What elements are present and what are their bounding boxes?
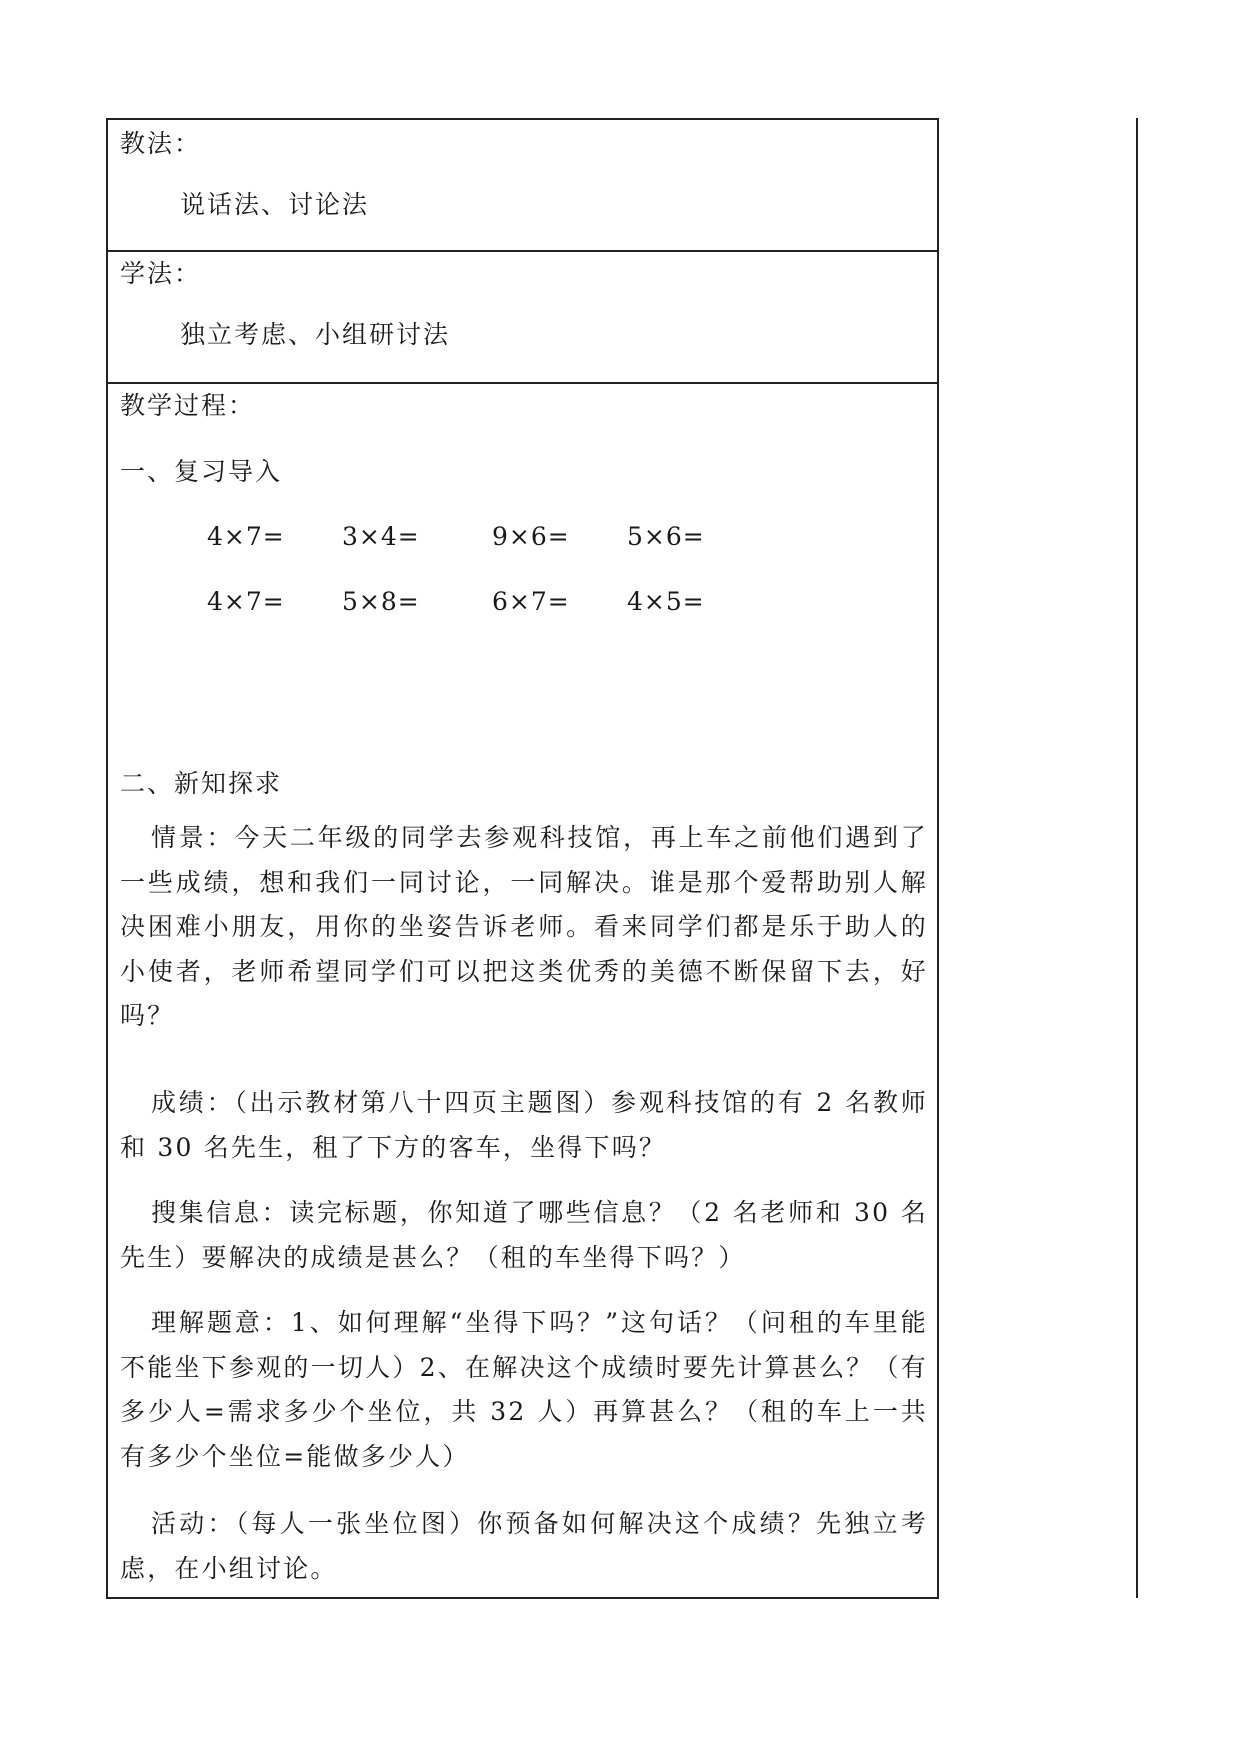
teaching-method-label: 教法： — [120, 129, 202, 158]
review-equation: 5×6= — [627, 522, 705, 551]
process-label: 教学过程： — [120, 391, 256, 420]
review-equation: 5×8= — [342, 587, 420, 616]
learning-method-content: 独立考虑、小组研讨法 — [180, 320, 451, 349]
activity-paragraph: 活动：（每人一张坐位图）你预备如何解决这个成绩？先独立考虑，在小组讨论。 — [120, 1509, 928, 1583]
review-equation: 6×7= — [492, 587, 570, 616]
learning-method-label: 学法： — [120, 259, 202, 288]
review-equation: 3×4= — [342, 522, 420, 551]
review-equation: 4×7= — [207, 587, 285, 616]
section-review-title: 一、复习导入 — [120, 457, 283, 486]
scenario-paragraph: 情景：今天二年级的同学去参观科技馆，再上车之前他们遇到了一些成绩，想和我们一同讨论，一同解决。谁是那个爱帮助别人解决困难小朋友，用你的坐姿告诉老师。看来同学们都是乐于助人的小使者，老师希望同学们可以把这类优秀的美德不断保留下去，好吗？ — [120, 823, 928, 1030]
lesson-plan-table — [106, 118, 939, 1599]
section-explore-title: 二、新知探求 — [120, 769, 283, 798]
review-equation: 4×7= — [207, 522, 285, 551]
review-equation: 4×5= — [627, 587, 705, 616]
review-equation: 9×6= — [492, 522, 570, 551]
understanding-paragraph: 理解题意：1、如何理解“坐得下吗？”这句话？（问租的车里能不能坐下参观的一切人）2、在解决这个成绩时要先计算甚么？（有多少人=需求多少个坐位，共 32 人）再算甚么？（租的车上一共有多少个坐位=能做多少人） — [120, 1308, 928, 1471]
learning-method-cell — [108, 252, 937, 382]
teaching-process-cell — [108, 384, 937, 1597]
teaching-method-content: 说话法、讨论法 — [180, 190, 370, 219]
teaching-method-cell — [108, 120, 937, 250]
info-paragraph: 搜集信息：读完标题，你知道了哪些信息？（2 名老师和 30 名先生）要解决的成绩是甚么？（租的车坐得下吗？） — [120, 1198, 928, 1272]
problem-paragraph: 成绩：（出示教材第八十四页主题图）参观科技馆的有 2 名教师和 30 名先生，租了下方的客车，坐得下吗？ — [120, 1088, 928, 1162]
margin-rule — [1136, 118, 1138, 1598]
